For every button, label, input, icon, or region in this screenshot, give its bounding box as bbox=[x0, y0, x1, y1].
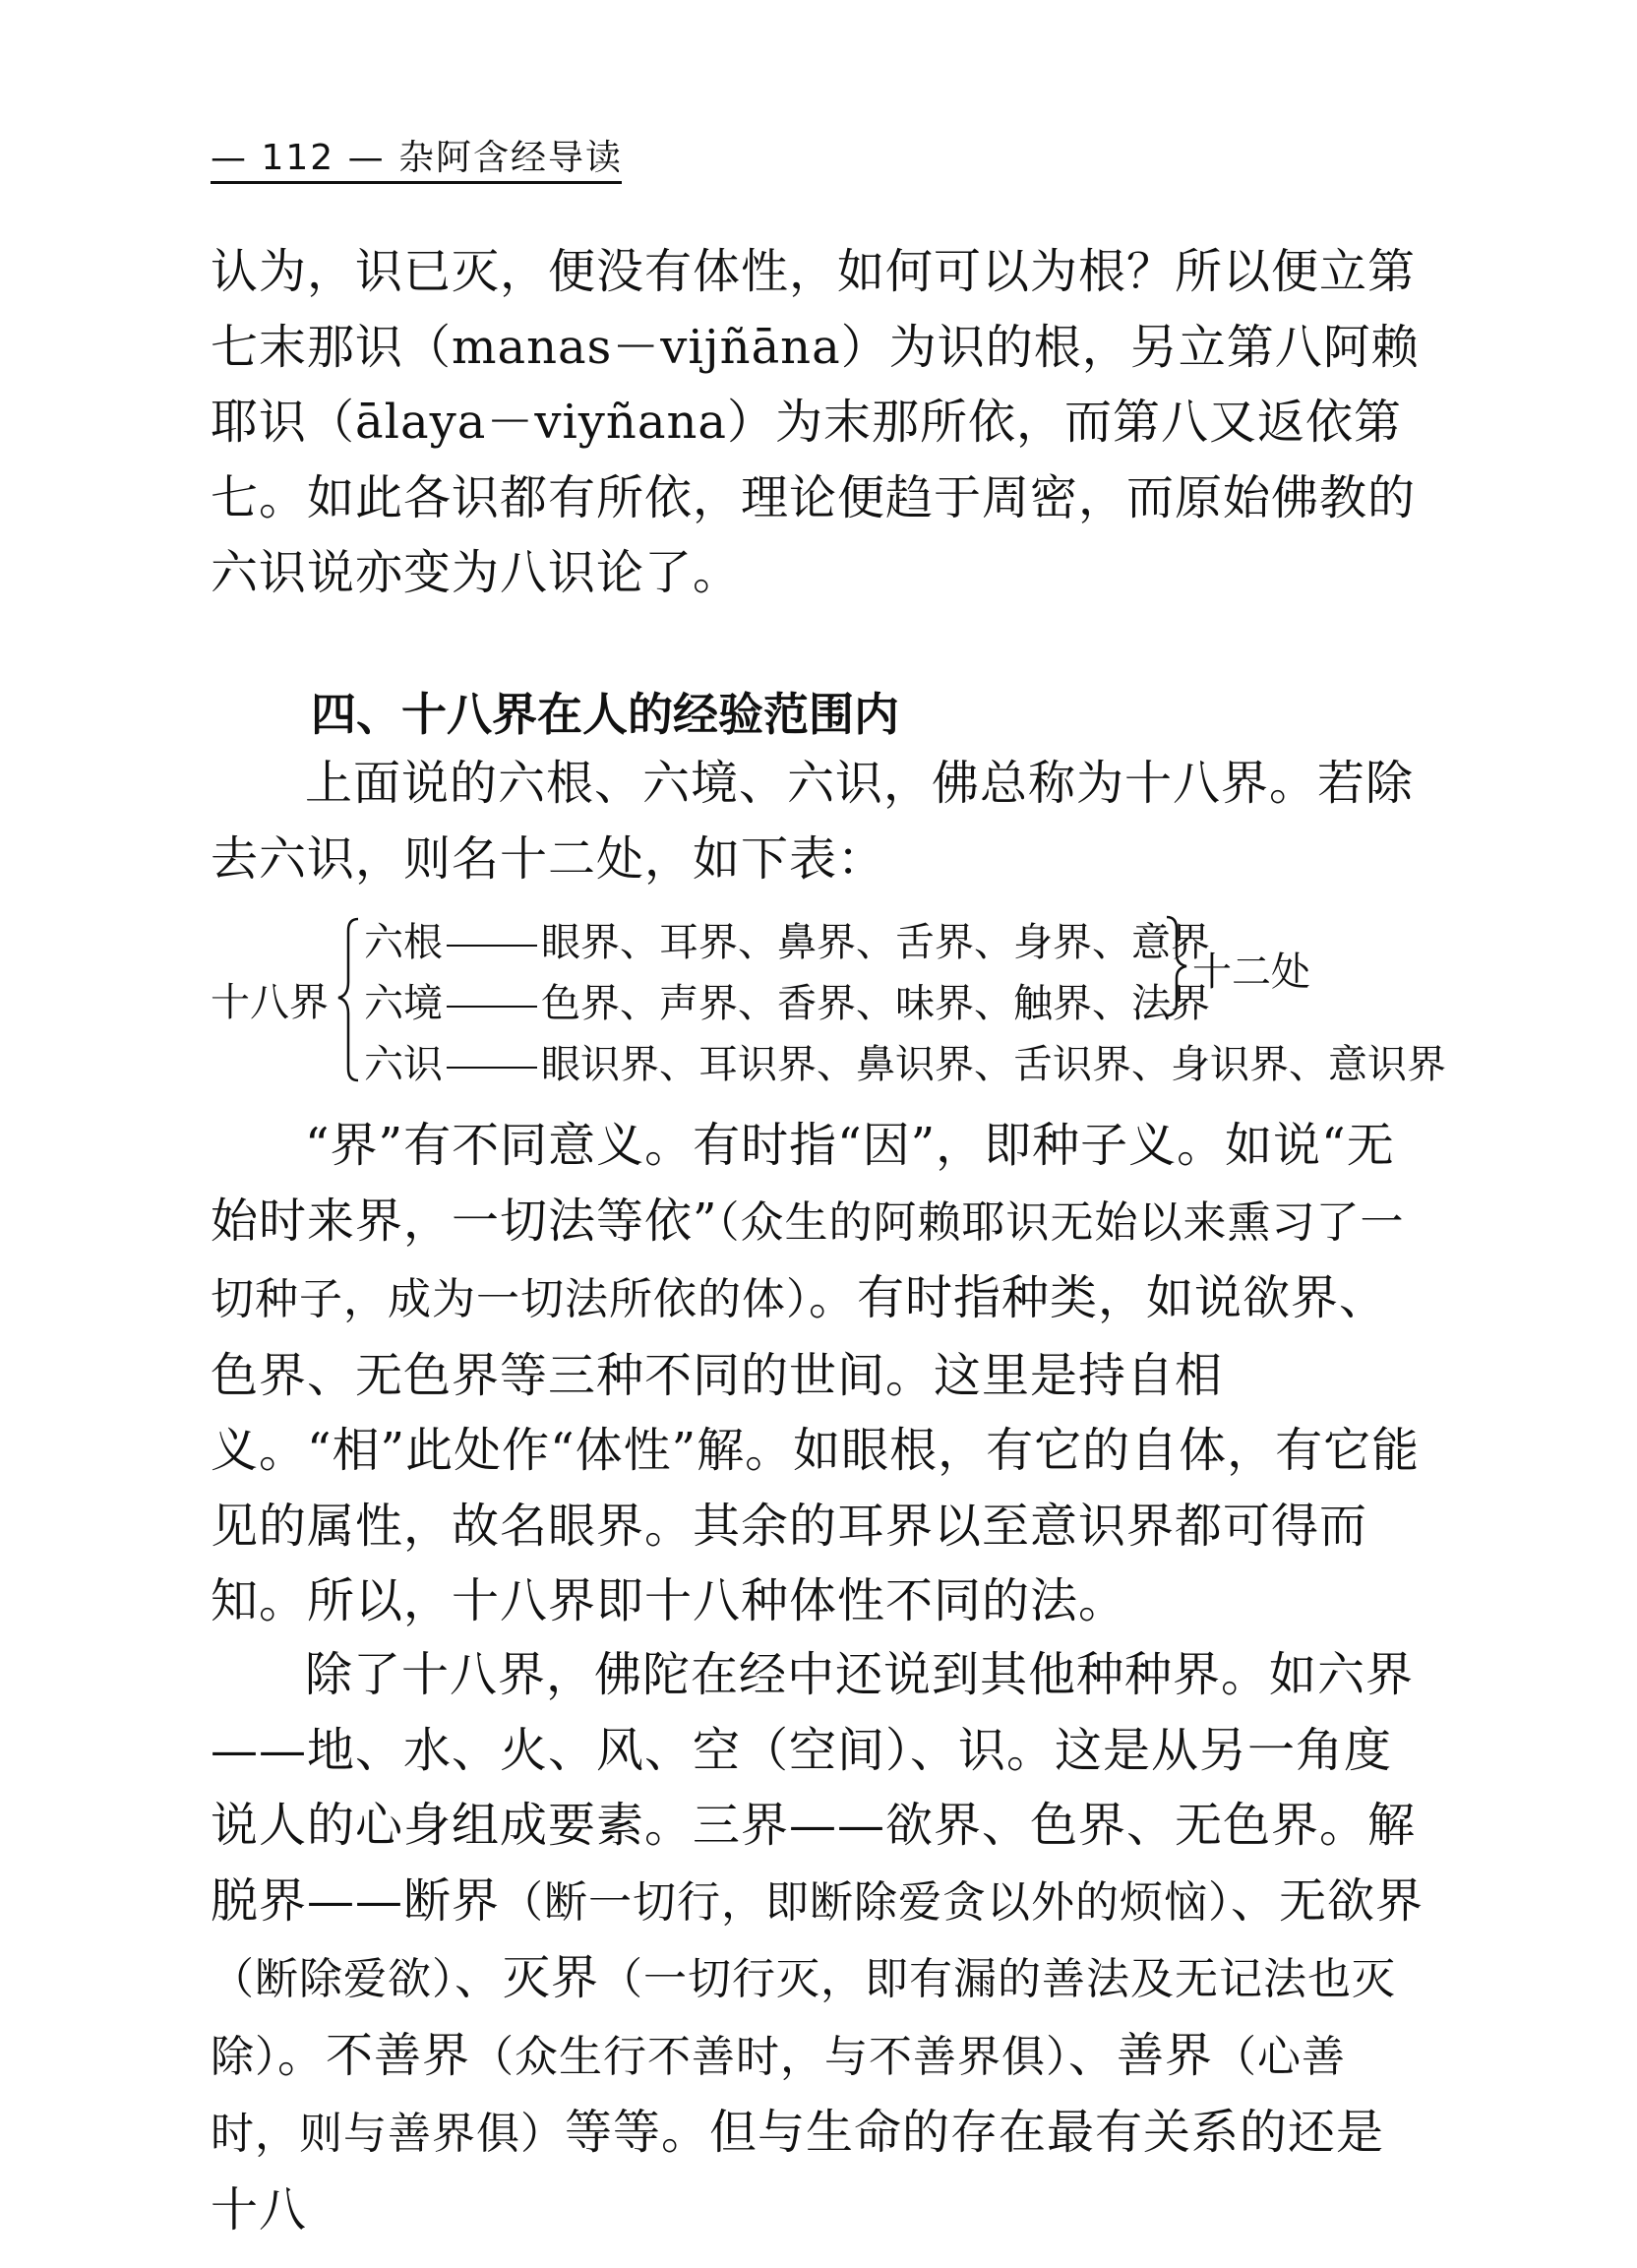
row-name: 六境 bbox=[364, 981, 443, 1026]
para4-note-3: （一切行灭，即有漏的善法及无记法也灭除） bbox=[211, 1954, 1397, 2082]
section-heading: 四、十八界在人的经验范围内 bbox=[311, 688, 899, 741]
row-items: 色界、声界、香界、味界、触界、法界 bbox=[541, 981, 1210, 1026]
para4-note-5: （心善时，则与善界俱） bbox=[211, 2031, 1347, 2159]
para4-note-4: （众生行不善时，与不善界俱） bbox=[470, 2031, 1069, 2082]
para3-note-1: （众生的阿赖耶识无始以来熏习了一切种子，成为一切法所依的体） bbox=[211, 1196, 1405, 1324]
table-group-label: 十二处 bbox=[1192, 950, 1310, 995]
table-root-label: 十八界 bbox=[211, 980, 329, 1025]
para3-text-a: “界”有不同意义。有时指“因”，即种子义。如说“无始时来界，一切法等依” bbox=[211, 1118, 1395, 1249]
para4-text-a: 除了十八界，佛陀在经中还说到其他种种界。如六界——地、水、火、风、空（空间）、识。这是从另一角度说人的心身组成要素。三界——欲界、色界、无色界。解脱界——断界 bbox=[211, 1647, 1417, 1929]
table-row-six-consciousnesses bbox=[364, 1033, 1446, 1089]
table-row-six-roots bbox=[364, 911, 1210, 967]
para3-text-b: 。有时指种类，如说欲界、色界、无色界等三种不同的世间。这里是持自相义。“相”此处作“体性”解。如眼根，有它的自体，有它能见的属性，故名眼界。其余的耳界以至意识界都可得而知。所以，十八界即十八种体性不同的法。 bbox=[211, 1270, 1421, 1628]
paragraph-4 bbox=[211, 1637, 1430, 2247]
para4-text-f: 等等。但与生命的存在最有关系的还是十八 bbox=[211, 2105, 1385, 2237]
row-name: 六识 bbox=[364, 1042, 443, 1087]
row-dash bbox=[447, 1006, 537, 1008]
paragraph-3 bbox=[211, 1108, 1430, 1639]
paragraph-1-text: 认为，识已灭，便没有体性，如何可以为根？所以便立第七末那识（manas－vijñāna）为识的根，另立第八阿赖耶识（ālaya－viyñana）为末那所依，而第八又返依第七。如此各识都有所依，理论便趋于周密，而原始佛教的六识说亦变为八识论了。 bbox=[211, 244, 1420, 600]
paragraph-2 bbox=[211, 746, 1430, 896]
para4-note-2: （断除爱欲） bbox=[211, 1954, 455, 2004]
para4-text-b: 、无欲界 bbox=[1231, 1872, 1425, 1929]
row-dash bbox=[447, 1067, 537, 1069]
header-rule bbox=[211, 181, 622, 184]
row-name: 六根 bbox=[364, 920, 443, 965]
row-items: 眼识界、耳识界、鼻识界、舌识界、身识界、意识界 bbox=[541, 1042, 1446, 1087]
eighteen-realms-table bbox=[211, 905, 1446, 1092]
para4-text-c: 、灭界 bbox=[455, 1950, 600, 2005]
table-row-six-objects bbox=[364, 972, 1210, 1028]
paragraph-2-text: 上面说的六根、六境、六识，佛总称为十八界。若除去六识，则名十二处，如下表： bbox=[211, 756, 1415, 887]
row-items: 眼界、耳界、鼻界、舌界、身界、意界 bbox=[541, 920, 1210, 965]
paragraph-3-text bbox=[211, 1108, 1430, 1639]
running-header: — 112 — 杂阿含经导读 bbox=[211, 138, 624, 178]
paragraph-4-text bbox=[211, 1637, 1430, 2247]
para4-note-1: （断一切行，即断除爱贪以外的烦恼） bbox=[500, 1876, 1232, 1928]
para4-text-d: 。不善界 bbox=[277, 2027, 471, 2083]
paragraph-1 bbox=[211, 234, 1430, 611]
row-dash bbox=[447, 945, 537, 947]
para4-text-e: 、善界 bbox=[1068, 2027, 1214, 2083]
